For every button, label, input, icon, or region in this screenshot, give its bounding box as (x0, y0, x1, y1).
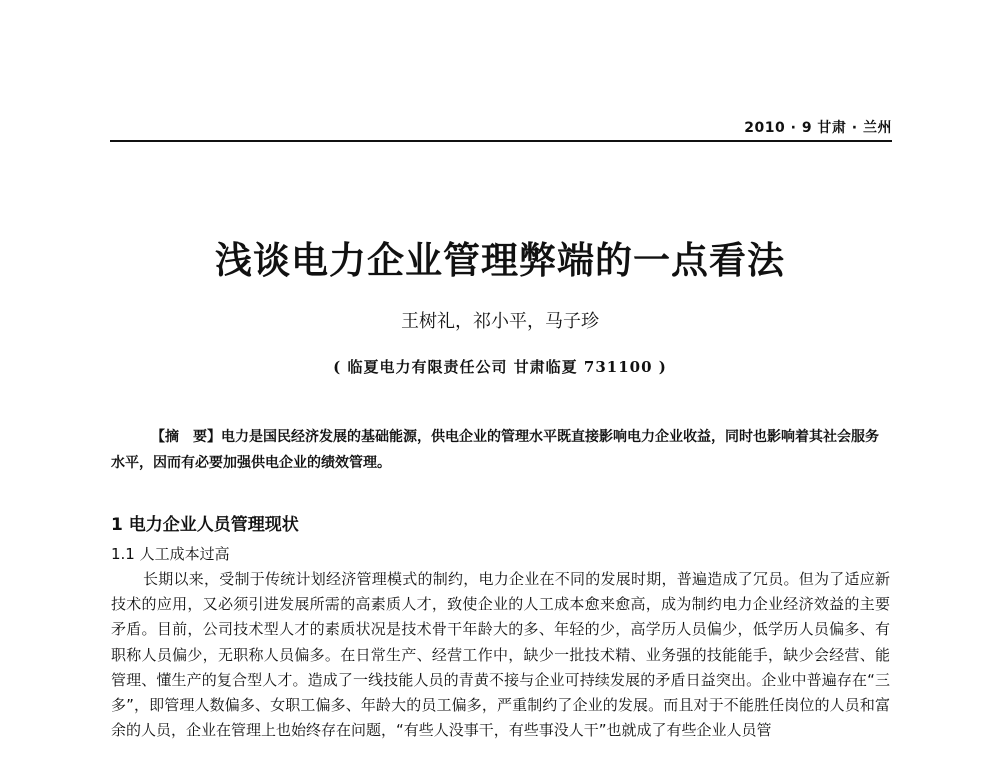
section-heading: 1 电力企业人员管理现状 (111, 515, 299, 535)
subsection-heading: 1.1 人工成本过高 (111, 545, 230, 563)
article-authors: 王树礼，祁小平，马子珍 (401, 311, 599, 332)
abstract-text: 电力是国民经济发展的基础能源，供电企业的管理水平既直接影响电力企业收益，同时也影响着其社会服务水平，因而有必要加强供电企业的绩效管理。 (111, 429, 879, 471)
abstract (111, 424, 890, 476)
author-affiliation: ( 临夏电力有限责任公司 甘肃临夏 731100 ) (333, 358, 667, 376)
issue-date-location: 2010 · 9 甘肃 · 兰州 (744, 120, 892, 136)
article-title: 浅谈电力企业管理弊端的一点看法 (215, 238, 785, 282)
abstract-label: 【摘 要】 (151, 429, 221, 445)
header-divider (110, 140, 892, 142)
body-paragraph: 长期以来，受制于传统计划经济管理模式的制约，电力企业在不同的发展时期，普遍造成了冗员。但为了适应新技术的应用，又必须引进发展所需的高素质人才，致使企业的人工成本愈来愈高，成为制约电力企业经济效益的主要矛盾。目前，公司技术型人才的素质状况是技术骨干年龄大的多、年轻的少，高学历人员偏少，低学历人员偏多、有职称人员偏少，无职称人员偏多。在日常生产、经营工作中，缺少一批技术精、业务强的技能能手，缺少会经营、能管理、懂生产的复合型人才。造成了一线技能人员的青黄不接与企业可持续发展的矛盾日益突出。企业中普遍存在“三多”，即管理人数偏多、女职工偏多、年龄大的员工偏多，严重制约了企业的发展。而且对于不能胜任岗位的人员和富余的人员，企业在管理上也始终存在问题，“有些人没事干，有些事没人干”也就成了有些企业人员管 (111, 570, 890, 740)
